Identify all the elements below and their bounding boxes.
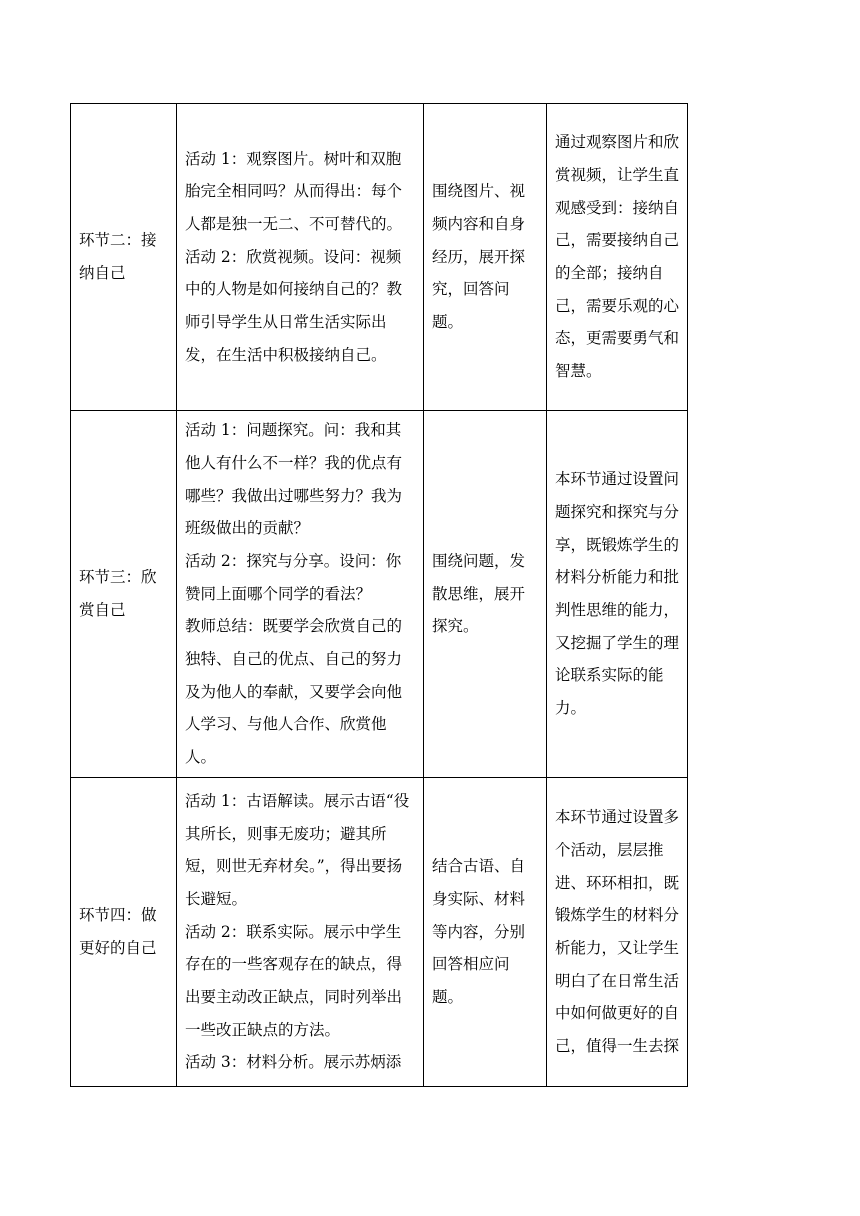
activity-text: 活动 1：问题探究。问：我和其他人有什么不一样？我的优点有哪些？我做出过哪些努力？我为班级做出的贡献？ (185, 421, 403, 538)
design-intent-cell: 本环节通过设置多个活动，层层推进、环环相扣，既锻炼学生的材料分析能力，又让学生明白了在日常生活中如何做更好的自己，值得一生去探 (547, 778, 688, 1087)
teacher-activity-cell (177, 104, 424, 411)
teacher-activity-cell (177, 778, 424, 1087)
stage-cell: 环节四：做更好的自己 (71, 778, 177, 1087)
activity-text: 活动 2：联系实际。展示中学生存在的一些客观存在的缺点，得出要主动改正缺点，同时列举出一些改正缺点的方法。 (185, 922, 403, 1039)
activity-text: 活动 1：观察图片。树叶和双胞胎完全相同吗？从而得出：每个人都是独一无二、不可替代的。 (185, 149, 403, 233)
lesson-plan-table (70, 103, 688, 1087)
design-intent-cell: 本环节通过设置问题探究和探究与分享，既锻炼学生的材料分析能力和批判性思维的能力，又挖掘了学生的理论联系实际的能力。 (547, 411, 688, 778)
student-activity-cell: 围绕图片、视频内容和自身经历，展开探究，回答问题。 (424, 104, 547, 411)
activity-text: 活动 2：探究与分享。设问：你赞同上面哪个同学的看法？ (185, 551, 402, 603)
activity-text: 教师总结：既要学会欣赏自己的独特、自己的优点、自己的努力及为他人的奉献，又要学会向他人学习、与他人合作、欣赏他人。 (185, 617, 403, 767)
table-row (71, 411, 688, 778)
student-activity-cell: 围绕问题，发散思维，展开探究。 (424, 411, 547, 778)
stage-cell: 环节二：接纳自己 (71, 104, 177, 411)
table-row (71, 778, 688, 1087)
activity-text: 活动 3：材料分析。展示苏炳添 (185, 1053, 402, 1072)
activity-text: 活动 1：古语解读。展示古语“役其所长，则事无废功；避其所短，则世无弃材矣。”，得出要扬长避短。 (185, 791, 410, 908)
stage-cell: 环节三：欣赏自己 (71, 411, 177, 778)
activity-text: 活动 2：欣赏视频。设问：视频中的人物是如何接纳自己的？教师引导学生从日常生活实际出发，在生活中积极接纳自己。 (185, 247, 403, 364)
design-intent-cell: 通过观察图片和欣赏视频，让学生直观感受到：接纳自己，需要接纳自己的全部；接纳自己，需要乐观的心态，更需要勇气和智慧。 (547, 104, 688, 411)
teacher-activity-cell (177, 411, 424, 778)
student-activity-cell: 结合古语、自身实际、材料等内容，分别回答相应问题。 (424, 778, 547, 1087)
table-row (71, 104, 688, 411)
